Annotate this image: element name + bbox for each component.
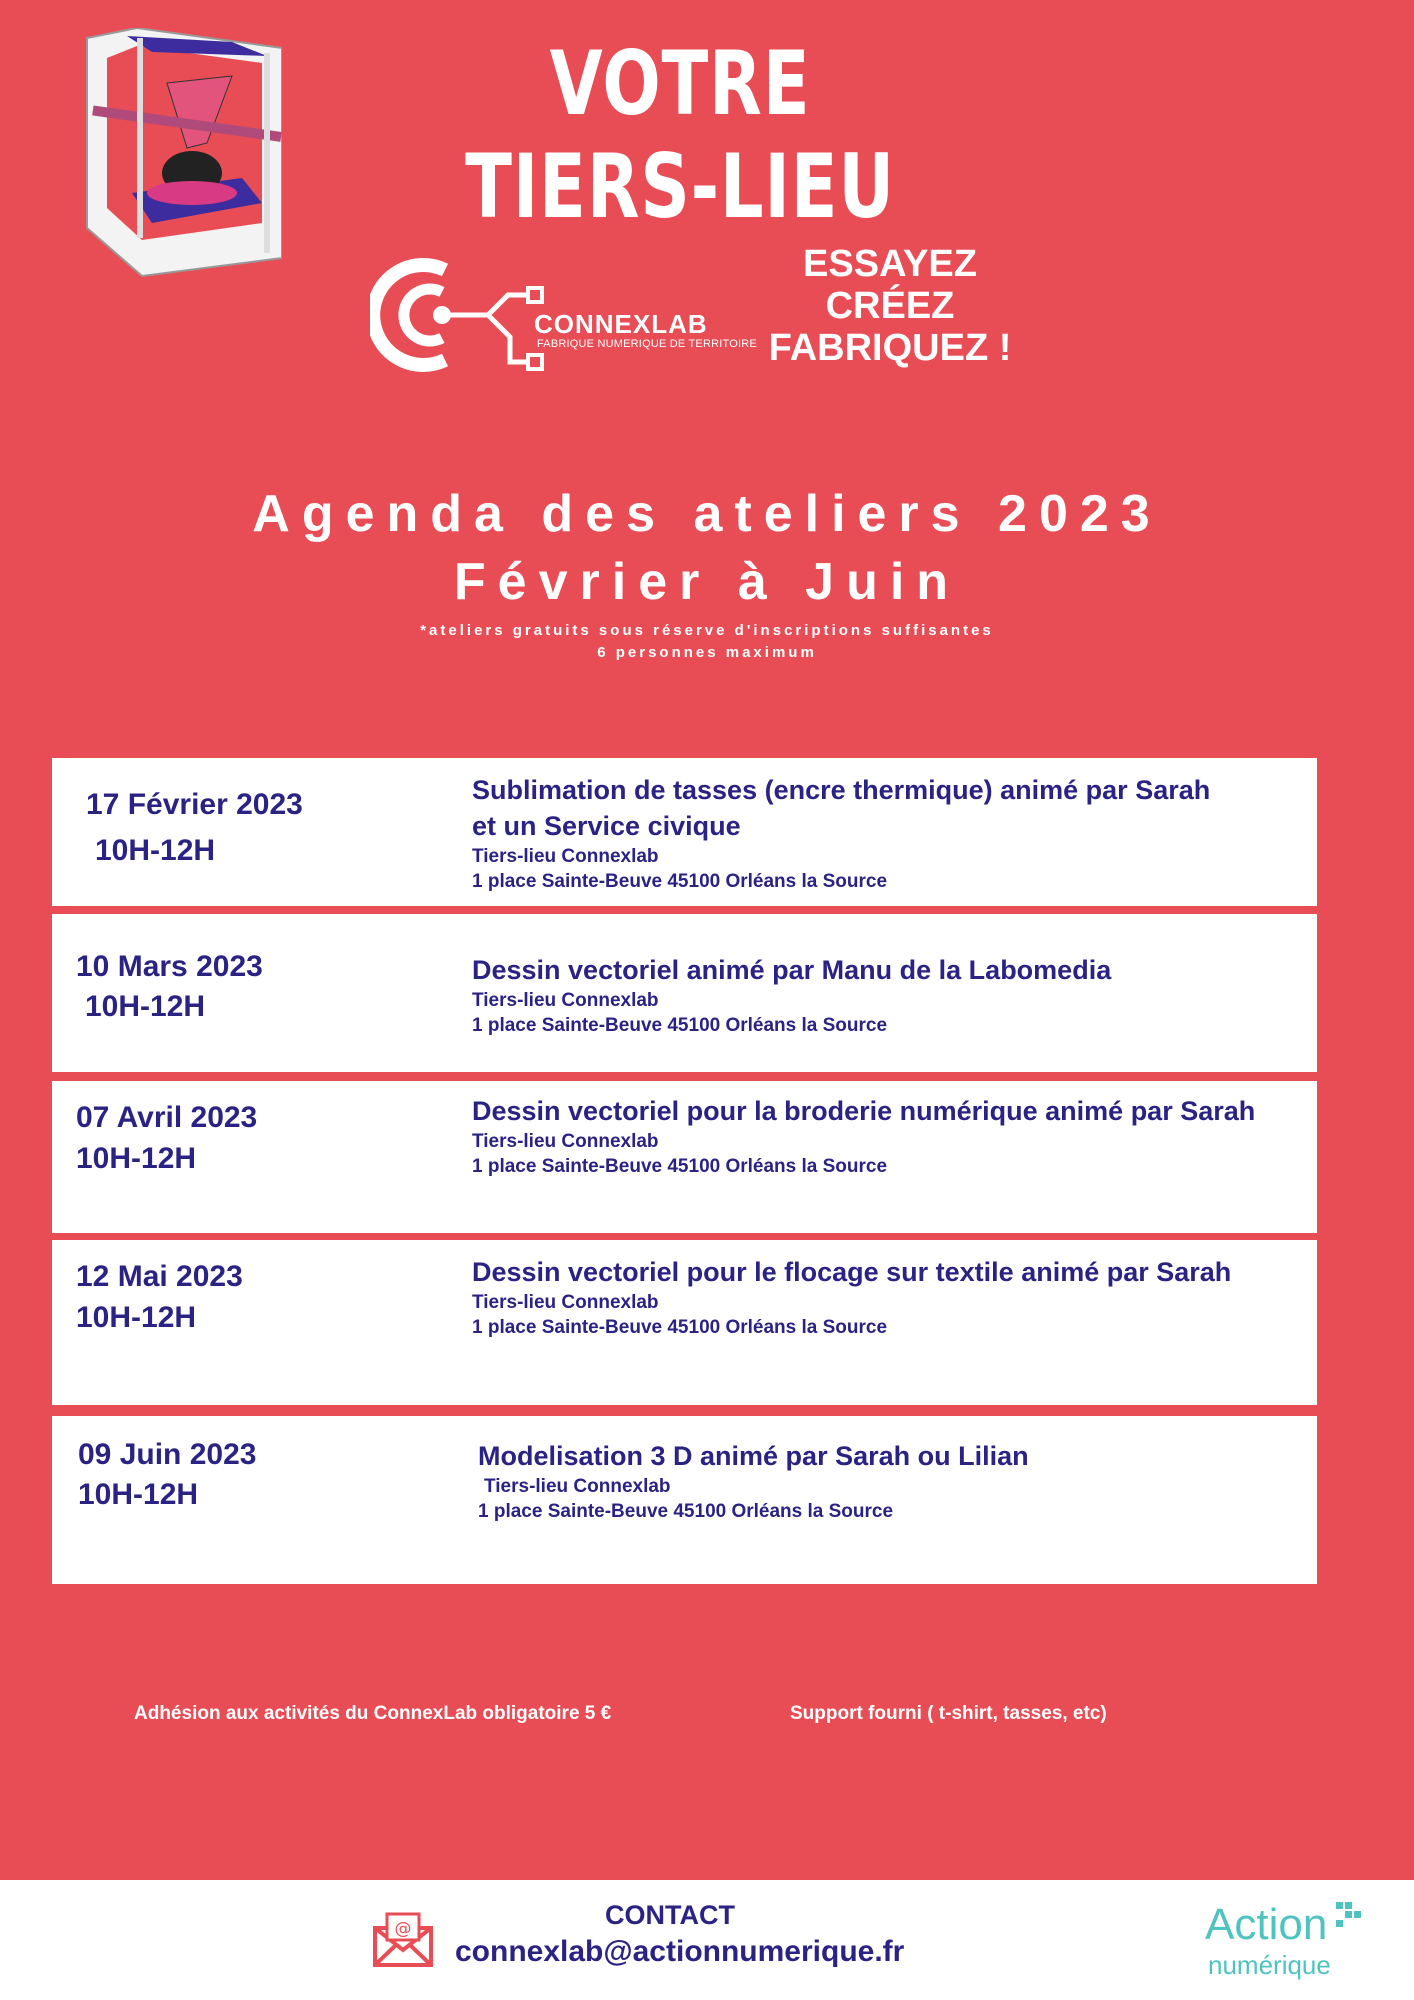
event-time: 10H-12H (85, 990, 206, 1023)
event-title: Sublimation de tasses (encre thermique) animé par Sarah (472, 775, 1211, 805)
event-title: Modelisation 3 D animé par Sarah ou Lilian (478, 1441, 1029, 1471)
event-address: 1 place Sainte-Beuve 45100 Orléans la Source (478, 1501, 894, 1522)
event-details (472, 952, 1312, 1038)
event-title: Dessin vectoriel pour le flocage sur textile animé par Sarah (472, 1257, 1232, 1287)
contact-label: CONTACT (605, 1900, 735, 1930)
event-venue: Tiers-lieu Connexlab (472, 846, 659, 867)
event-venue: Tiers-lieu Connexlab (472, 1131, 659, 1152)
action-logo-sub: numérique (1208, 1950, 1331, 1980)
3d-printer-illustration (82, 28, 282, 278)
agenda-note-line1: *ateliers gratuits sous réserve d'inscriptions suffisantes (420, 622, 994, 639)
agenda-note-line2: 6 personnes maximum (597, 644, 817, 661)
slogan-line: ESSAYEZ (803, 243, 977, 285)
agenda-note (0, 620, 1414, 664)
event-venue: Tiers-lieu Connexlab (472, 990, 659, 1011)
event-details (478, 1438, 1318, 1524)
event-title: Dessin vectoriel pour la broderie numérique animé par Sarah (472, 1096, 1256, 1126)
event-card (52, 758, 1317, 906)
event-card (52, 914, 1317, 1072)
slogan (745, 243, 1035, 369)
event-card (52, 1081, 1317, 1233)
event-venue: Tiers-lieu Connexlab (484, 1476, 671, 1497)
event-venue: Tiers-lieu Connexlab (472, 1292, 659, 1313)
event-time: 10H-12H (95, 834, 216, 867)
event-date: 09 Juin 2023 (78, 1438, 257, 1471)
pixel-squares-icon (1336, 1902, 1362, 1928)
event-time: 10H-12H (76, 1301, 197, 1334)
event-card (52, 1416, 1317, 1584)
event-title: Dessin vectoriel animé par Manu de la Labomedia (472, 955, 1112, 985)
logo-name: CONNEXLAB (534, 309, 708, 339)
event-date: 10 Mars 2023 (76, 950, 263, 983)
event-time: 10H-12H (78, 1478, 199, 1511)
mail-icon (372, 1912, 434, 1968)
event-details (472, 1254, 1312, 1340)
page-title: VOTRE TIERS-LIEU (465, 32, 895, 238)
event-address: 1 place Sainte-Beuve 45100 Orléans la Source (472, 1317, 888, 1338)
slogan-line: FABRIQUEZ ! (768, 327, 1012, 369)
membership-note: Adhésion aux activités du ConnexLab obligatoire 5 € (134, 1703, 612, 1724)
event-card (52, 1240, 1317, 1405)
action-numerique-logo (1200, 1900, 1370, 1990)
slogan-line: CRÉEZ (825, 285, 955, 327)
agenda-title-line1: Agenda des ateliers 2023 (252, 485, 1162, 543)
event-date: 17 Février 2023 (86, 788, 303, 821)
event-details (472, 772, 1312, 894)
agenda-title (0, 480, 1414, 616)
svg-text:@: @ (394, 1919, 412, 1939)
event-date: 12 Mai 2023 (76, 1260, 243, 1293)
support-note: Support fourni ( t-shirt, tasses, etc) (790, 1703, 1107, 1724)
event-address: 1 place Sainte-Beuve 45100 Orléans la Source (472, 871, 888, 892)
logo-tagline: FABRIQUE NUMERIQUE DE TERRITOIRE (537, 338, 757, 350)
event-time: 10H-12H (76, 1142, 197, 1175)
agenda-title-line2: Février à Juin (453, 553, 961, 611)
event-address: 1 place Sainte-Beuve 45100 Orléans la Source (472, 1156, 888, 1177)
event-title-continued: et un Service civique (472, 811, 741, 841)
action-logo-word: Action (1205, 1900, 1328, 1949)
event-address: 1 place Sainte-Beuve 45100 Orléans la Source (472, 1015, 888, 1036)
contact-email[interactable]: connexlab@actionnumerique.fr (455, 1935, 905, 1968)
event-details (472, 1093, 1312, 1179)
event-date: 07 Avril 2023 (76, 1101, 258, 1134)
